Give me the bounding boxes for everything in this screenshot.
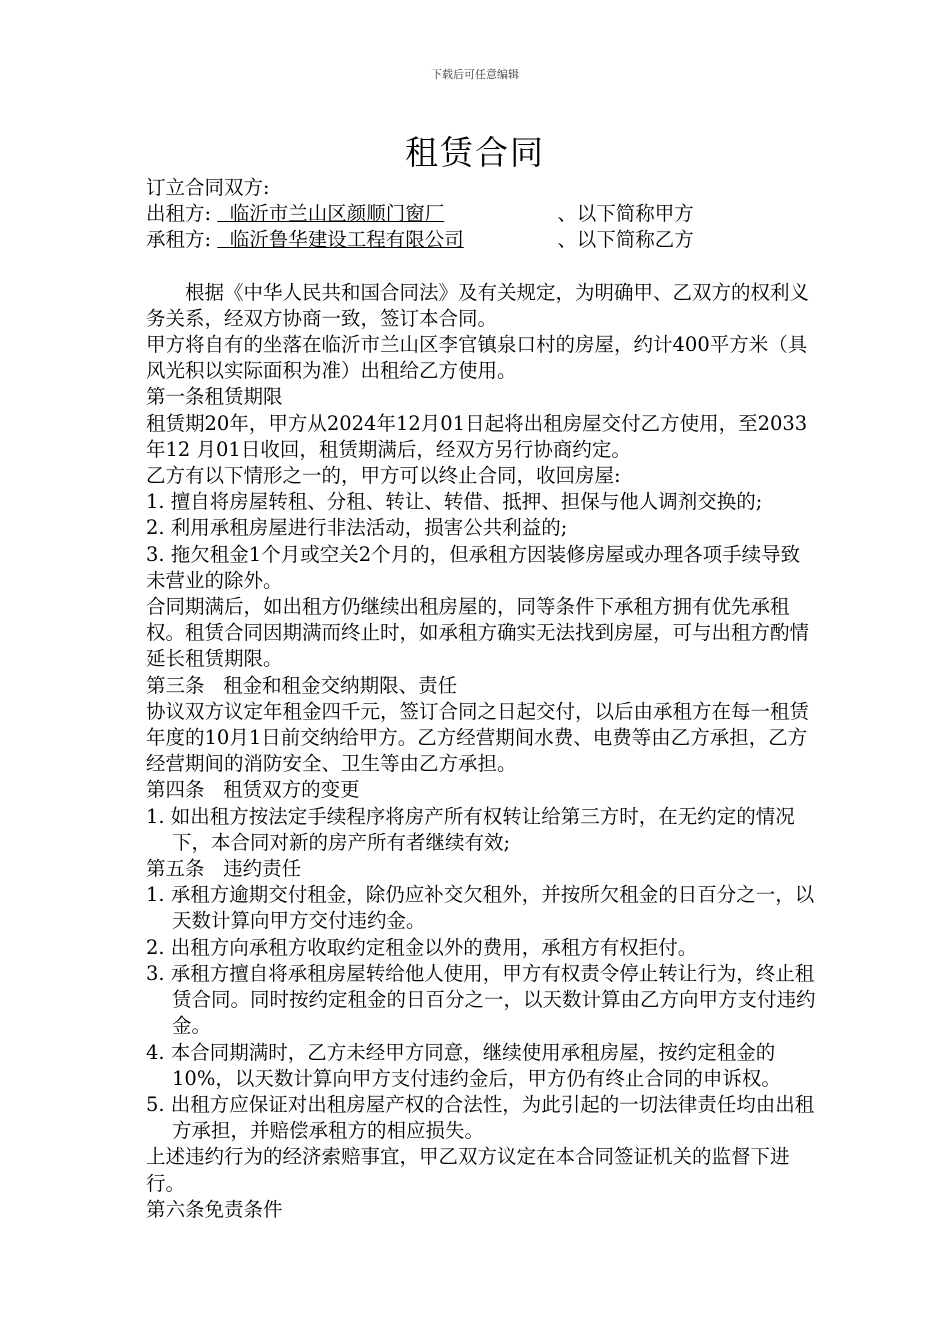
list-item: 5. 出租方应保证对出租房屋产权的合法性，为此引起的一切法律责任均由出租方承担，并赔偿承租方的相应损失。 [146, 1092, 815, 1143]
lessor-label: 出租方: [146, 202, 212, 226]
list-item: 2. 出租方向承租方收取约定租金以外的费用，承租方有权拒付。 [146, 935, 698, 959]
article6-heading: 第六条免责条件 [146, 1197, 283, 1221]
list-item: 1. 如出租方按法定手续程序将房产所有权转让给第三方时，在无约定的情况下，本合同对新的房产所有者继续有效; [146, 804, 795, 854]
lessee-name: 临沂鲁华建设工程有限公司 [229, 228, 464, 252]
article5-heading: 第五条 违约责任 [146, 857, 302, 881]
list-item: 3. 承租方擅自将承租房屋转给他人使用，甲方有权责令停止转让行为，终止租赁合同。同时按约定租金的日百分之一，以天数计算由乙方向甲方支付违约金。 [146, 961, 816, 1038]
article5-closing-paragraph: 上述违约行为的经济索赔事宜，甲乙双方议定在本合同签证机关的监督下进行。 [146, 1145, 790, 1195]
article1-term-paragraph: 租赁期20年，甲方从2024年12月01日起将出租房屋交付乙方使用，至2033年12 月01日收回，租赁期满后，经双方另行协商约定。 [146, 411, 808, 461]
list-item: 3. 拖欠租金1个月或空关2个月的，但承租方因装修房屋或办理各项手续导致未营业的除外。 [146, 542, 801, 592]
lessor-row [146, 201, 818, 227]
lessee-row [146, 227, 818, 253]
article1-renewal-paragraph: 合同期满后，如出租方仍继续出租房屋的，同等条件下承租方拥有优先承租权。租赁合同因期满而终止时，如承租方确实无法找到房屋，可与出租方酌情延长租赁期限。 [146, 595, 810, 671]
article1-heading: 第一条租赁期限 [146, 385, 283, 409]
intro-label: 订立合同双方: [146, 176, 270, 199]
lessee-label: 承租方: [146, 228, 212, 252]
lessor-suffix: 、以下简称甲方 [557, 202, 694, 226]
header-note: 下载后可任意编辑 [431, 68, 519, 81]
preamble-paragraph: 根据《中华人民共和国合同法》及有关规定，为明确甲、乙双方的权利义务关系，经双方协商一致，签订本合同。 [146, 280, 810, 330]
lessee-suffix: 、以下简称乙方 [557, 228, 694, 252]
article1-termination-intro: 乙方有以下情形之一的，甲方可以终止合同，收回房屋: [146, 464, 621, 488]
list-item: 4. 本合同期满时，乙方未经甲方同意，继续使用承租房屋，按约定租金的10%，以天数计算向甲方支付违约金后，甲方仍有终止合同的申诉权。 [146, 1040, 781, 1090]
document-title: 租赁合同 [405, 133, 545, 172]
article3-paragraph: 协议双方议定年租金四千元，签订合同之日起交付，以后由承租方在每一租赁年度的10月1日前交纳给甲方。乙方经营期间水费、电费等由乙方承担，乙方经营期间的消防安全、卫生等由乙方承担。 [146, 699, 810, 776]
list-item: 1. 承租方逾期交付租金，除仍应补交欠租外，并按所欠租金的日百分之一，以天数计算向甲方交付违约金。 [146, 883, 815, 933]
article3-heading: 第三条 租金和租金交纳期限、责任 [146, 673, 458, 697]
document-body [146, 175, 818, 1223]
list-item: 2. 利用承租房屋进行非法活动，损害公共利益的; [146, 516, 568, 540]
list-item: 1. 擅自将房屋转租、分租、转让、转借、抵押、担保与他人调剂交换的; [146, 490, 763, 514]
premises-paragraph: 甲方将自有的坐落在临沂市兰山区李官镇泉口村的房屋，约计400平方米（具风光积以实际面积为准）出租给乙方使用。 [146, 333, 808, 383]
article4-heading: 第四条 租赁双方的变更 [146, 778, 360, 802]
lessor-name: 临沂市兰山区颜顺门窗厂 [229, 202, 445, 226]
